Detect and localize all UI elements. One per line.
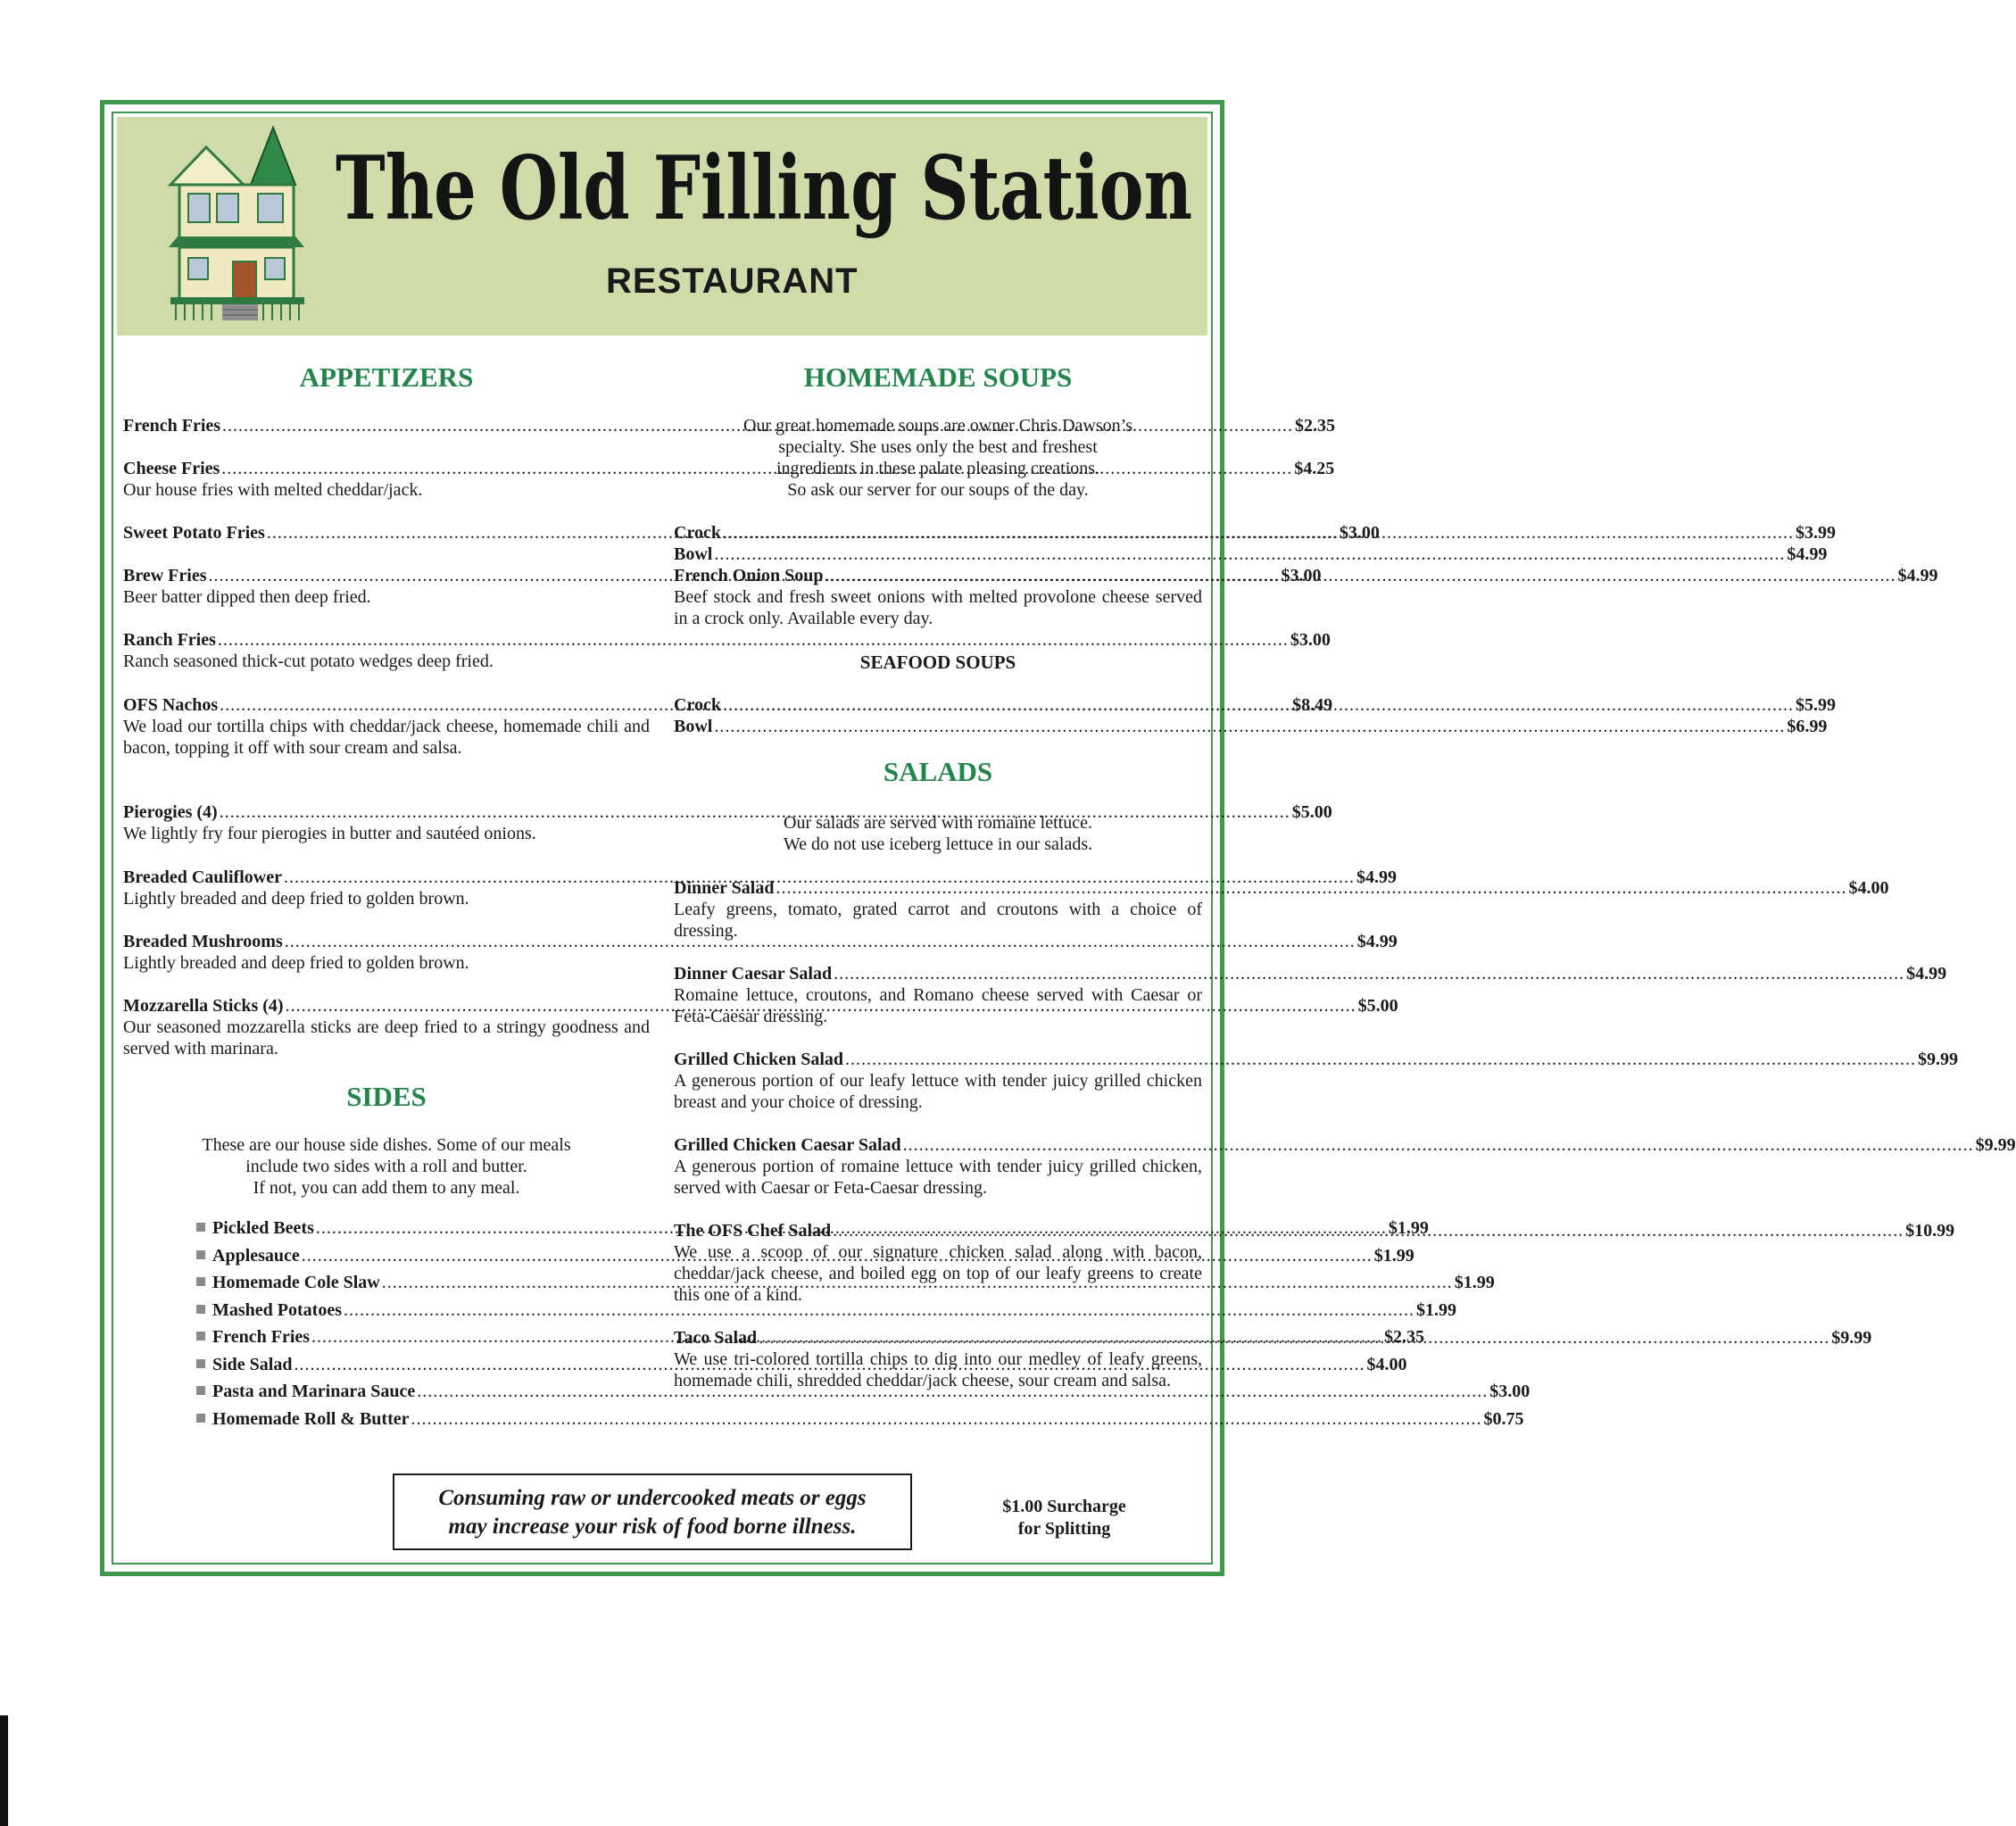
item-price: $2.35: [1295, 416, 1336, 436]
item-price: $1.99: [1388, 1218, 1429, 1238]
item-price: $3.00: [1290, 630, 1331, 650]
item-name: French Fries: [212, 1327, 311, 1347]
item-name: Grilled Chicken Caesar Salad: [674, 1135, 901, 1155]
item-price: $9.99: [1975, 1135, 2016, 1155]
item-price: $10.99: [1905, 1221, 1955, 1241]
item-price: $4.25: [1294, 459, 1335, 478]
item-price: $4.99: [1787, 544, 1828, 564]
menu-header: [117, 117, 1207, 336]
list-item: [196, 1382, 1531, 1409]
soups-intro-line: specialty. She uses only the best and freshest: [778, 437, 1098, 457]
seafood-soups-title: SEAFOOD SOUPS: [859, 652, 1016, 673]
list-item: [674, 716, 1828, 737]
item-name: Dinner Caesar Salad: [674, 964, 833, 984]
item-price: $2.35: [1384, 1327, 1425, 1347]
sides-intro-line: include two sides with a roll and butter.: [245, 1157, 527, 1176]
warning-line: may increase your risk of food borne illness.: [448, 1515, 857, 1539]
item-name: Bowl: [674, 544, 713, 564]
item-name: Grilled Chicken Salad: [674, 1050, 844, 1069]
sides-intro: [123, 1134, 650, 1199]
item-name: Homemade Cole Slaw: [212, 1273, 380, 1292]
restaurant-subtitle: RESTAURANT: [606, 261, 859, 301]
list-item: [674, 544, 1828, 565]
item-name: French Fries: [123, 416, 221, 436]
item-name: Brew Fries: [123, 566, 207, 585]
item-description: Lightly breaded and deep fried to golden brown.: [123, 889, 469, 909]
square-bullet-icon: [196, 1359, 205, 1368]
item-name: Taco Salad: [674, 1328, 758, 1348]
scan-edge: [0, 1715, 8, 1826]
item-price: $3.00: [1339, 523, 1380, 543]
item-name: Breaded Mushrooms: [123, 932, 283, 951]
square-bullet-icon: [196, 1250, 205, 1259]
salads-intro-line: Our salads are served with romaine lettuce.: [784, 813, 1092, 833]
item-description: A generous portion of our leafy lettuce with tender juicy grilled chicken breast and your choice of dressing.: [674, 1071, 1202, 1112]
square-bullet-icon: [196, 1305, 205, 1314]
item-price: $5.00: [1291, 802, 1332, 822]
item-description: A generous portion of romaine lettuce with tender juicy grilled chicken, served with Caesar or Feta-Caesar dressing.: [674, 1157, 1202, 1198]
list-item: [196, 1273, 1495, 1300]
item-price: $4.99: [1356, 932, 1398, 951]
item-description: We load our tortilla chips with cheddar/jack cheese, homemade chili and bacon, topping it off with sour cream and salsa.: [123, 717, 650, 758]
item-description: Beer batter dipped then deep fried.: [123, 587, 371, 607]
item-description: Our seasoned mozzarella sticks are deep fried to a stringy goodness and served with marinara.: [123, 1017, 650, 1058]
item-name: Ranch Fries: [123, 630, 216, 650]
item-name: Side Salad: [212, 1354, 293, 1374]
warning-line: Consuming raw or undercooked meats or eggs: [438, 1486, 867, 1510]
soups-intro-line: So ask our server for our soups of the day.: [787, 480, 1089, 500]
soups-title: HOMEMADE SOUPS: [803, 361, 1073, 393]
surcharge-line: for Splitting: [1017, 1519, 1111, 1539]
list-item: [196, 1299, 1456, 1328]
item-price: $9.99: [1831, 1328, 1872, 1348]
item-name: Applesauce: [212, 1245, 300, 1266]
item-name: The OFS Chef Salad: [674, 1221, 832, 1241]
item-price: $4.00: [1848, 878, 1889, 898]
item-price: $6.99: [1787, 717, 1828, 736]
item-price: $0.75: [1483, 1408, 1524, 1429]
item-description: Our house fries with melted cheddar/jack.: [123, 480, 423, 500]
item-price: $1.99: [1415, 1299, 1456, 1320]
item-name: Breaded Cauliflower: [123, 867, 282, 887]
item-price: $4.99: [1897, 566, 1938, 585]
item-description: Lightly breaded and deep fried to golden brown.: [123, 953, 469, 973]
item-description: Romaine lettuce, croutons, and Romano cheese served with Caesar or Feta-Caesar dressing.: [674, 985, 1202, 1026]
menu-item-grilled-chicken-salad: [674, 1049, 1959, 1113]
brand-title-text: The Old Filling Station: [336, 137, 1192, 240]
item-name: Pasta and Marinara Sauce: [212, 1382, 416, 1401]
split-surcharge-note: [964, 1496, 1165, 1540]
item-name: Mozzarella Sticks (4): [123, 996, 284, 1016]
item-name: Mashed Potatoes: [212, 1299, 342, 1320]
item-description: We lightly fry four pierogies in butter and sautéed onions.: [123, 824, 536, 843]
item-name: Cheese Fries: [123, 459, 220, 478]
square-bullet-icon: [196, 1386, 205, 1395]
salads-title: SALADS: [883, 756, 993, 787]
item-name: French Onion Soup: [674, 566, 824, 585]
item-description: Beef stock and fresh sweet onions with melted provolone cheese served in a crock only. Available every day.: [674, 587, 1202, 628]
item-description: Leafy greens, tomato, grated carrot and croutons with a choice of dressing.: [674, 900, 1202, 941]
soups-intro-line: Our great homemade soups are owner Chris Dawson’s: [743, 416, 1132, 436]
square-bullet-icon: [196, 1414, 205, 1423]
salads-intro-line: We do not use iceberg lettuce in our salads.: [783, 834, 1093, 854]
sides-intro-line: If not, you can add them to any meal.: [253, 1178, 520, 1198]
item-price: $4.99: [1906, 964, 1947, 984]
item-price: $1.99: [1454, 1273, 1495, 1292]
soups-intro-line: ingredients in these palate pleasing creations.: [776, 459, 1100, 478]
item-description: We use tri-colored tortilla chips to dig into our medley of leafy greens, homemade chili, shredded cheddar/jack cheese, sour cream and salsa.: [674, 1349, 1202, 1390]
sides-title: SIDES: [346, 1081, 427, 1112]
list-item: [196, 1245, 1415, 1274]
square-bullet-icon: [196, 1223, 205, 1232]
item-name: Bowl: [674, 717, 713, 736]
item-price: $3.00: [1281, 566, 1322, 585]
menu-item-grilled-chicken-caesar-salad: [674, 1134, 2016, 1199]
item-name: Dinner Salad: [674, 878, 775, 898]
list-item: [196, 1408, 1524, 1437]
soups-intro: [674, 415, 1202, 501]
item-name: Pierogies (4): [123, 802, 218, 822]
brand-title: [336, 137, 1197, 279]
item-price: $9.99: [1918, 1050, 1959, 1069]
item-name: Sweet Potato Fries: [123, 523, 265, 543]
sides-intro-line: These are our house side dishes. Some of our meals: [202, 1135, 571, 1155]
item-price: $3.99: [1795, 523, 1836, 543]
item-price: $1.99: [1373, 1245, 1415, 1266]
item-price: $8.49: [1292, 695, 1333, 715]
item-price: $4.99: [1356, 867, 1397, 887]
victorian-house-icon: [162, 122, 313, 324]
surcharge-line: $1.00 Surcharge: [1002, 1497, 1126, 1516]
item-name: Crock: [674, 523, 721, 543]
item-name: OFS Nachos: [123, 695, 219, 715]
item-price: $3.00: [1489, 1382, 1531, 1401]
square-bullet-icon: [196, 1277, 205, 1286]
item-name: Crock: [674, 695, 721, 715]
item-name: Homemade Roll & Butter: [212, 1408, 410, 1429]
item-name: Pickled Beets: [212, 1218, 314, 1238]
item-price: $4.00: [1366, 1354, 1407, 1374]
item-description: We use a scoop of our signature chicken salad along with bacon, cheddar/jack cheese, and boiled egg on top of our leafy greens to create this one of a kind.: [674, 1242, 1202, 1305]
appetizers-title: APPETIZERS: [299, 361, 474, 393]
item-price: $5.99: [1795, 695, 1836, 715]
item-description: Ranch seasoned thick-cut potato wedges deep fried.: [123, 652, 494, 671]
food-safety-warning: [393, 1473, 912, 1550]
square-bullet-icon: [196, 1332, 205, 1340]
item-price: $5.00: [1357, 996, 1398, 1016]
salads-intro: [674, 812, 1202, 855]
